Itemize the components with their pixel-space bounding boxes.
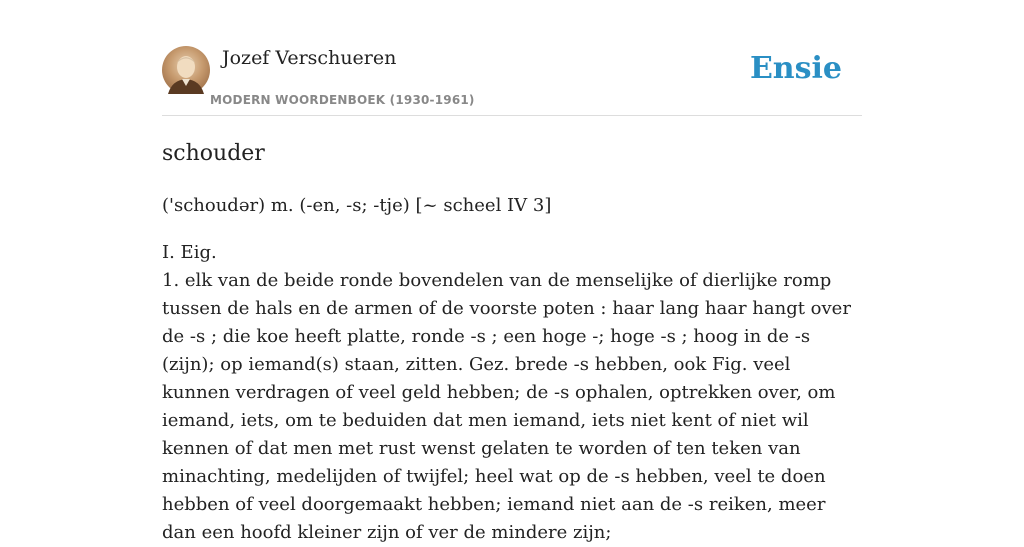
entry-headword: schouder <box>162 141 265 166</box>
entry-pronunciation: ('schoudər) m. (-en, -s; -tje) [~ scheel IV 3] <box>162 195 552 216</box>
site-header <box>162 46 862 116</box>
entry-definition-block <box>162 239 862 547</box>
definition-text: 1. elk van de beide ronde bovendelen van de menselijke of dierlijke romp tussen de hals en de armen of de voorste poten : haar lang haar hangt over de -s ; die koe heeft platte, ronde -s ; een hoge -; hoge -s ; hoog in de -s (zijn); op iemand(s) staan, zitten. Gez. brede -s hebben, ook Fig. veel kunnen verdragen of veel geld hebben; de -s ophalen, optrekken over, om iemand, iets, om te beduiden dat men iemand, iets niet kent of niet wil kennen of dat men met rust wenst gelaten te worden of ten teken van minachting, medelijden of twijfel; heel wat op de -s hebben, veel te doen hebben of veel doorgemaakt hebben; iemand niet aan de -s reiken, meer dan een hoofd kleiner zijn of ver de mindere zijn; <box>162 270 851 543</box>
author-avatar[interactable] <box>162 46 210 94</box>
dictionary-source[interactable]: MODERN WOORDENBOEK (1930-1961) <box>210 93 475 107</box>
author-portrait-icon <box>162 46 210 94</box>
author-name[interactable]: Jozef Verschueren <box>222 47 397 69</box>
ensie-logo[interactable]: Ensie <box>749 51 842 86</box>
sense-label: I. Eig. <box>162 242 217 263</box>
